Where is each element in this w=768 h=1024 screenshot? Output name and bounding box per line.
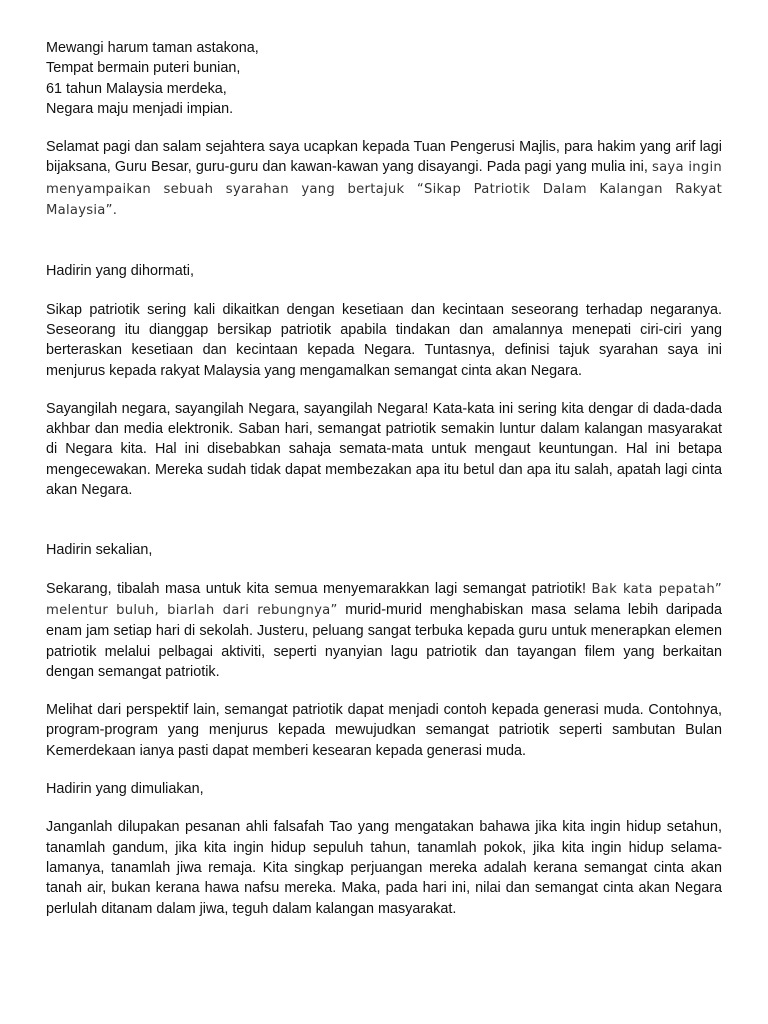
- pantun-line-4: Negara maju menjadi impian.: [46, 100, 234, 117]
- peribahasa-quote: Bak kata pepatah” melentur buluh, biarlah dari rebungnya”: [46, 581, 723, 618]
- speech-document: [46, 38, 722, 937]
- opening-pantun: [46, 38, 722, 119]
- paragraph-sayangilah-negara: Sayangilah negara, sayangilah Negara, sayangilah Negara! Kata-kata ini sering kita dengar di dada-dada akhbar dan media elektronik. Saban hari, semangat patriotik semakin luntur dalam kalangan masyarakat di Negara kita. Hal ini disebabkan sahaja semata-mata untuk mengaut keuntungan. Hal ini betapa mengecewakan. Mereka sudah tidak dapat membezakan apa itu betul dan apa itu salah, apatah lagi cinta akan Negara.: [46, 400, 722, 499]
- paragraph-definition: Sikap patriotik sering kali dikaitkan dengan kesetiaan dan kecintaan seseorang terhadap negaranya. Seseorang itu dianggap bersikap patriotik apabila tindakan dan amalannya menepati ciri-ciri yang berteraskan kesetiaan dan kecintaan kepada Negara. Tuntasnya, definisi tajuk syarahan saya ini menjurus kepada rakyat Malaysia yang mengamalkan semangat cinta akan Negara.: [46, 301, 722, 379]
- paragraph-generasi-muda: Melihat dari perspektif lain, semangat patriotik dapat menjadi contoh kepada generasi muda. Contohnya, program-program yang menjurus kepada mewujudkan semangat patriotik seperti sambutan Bulan Kemerdekaan ianya pasti dapat memberi kesearan kepada generasi muda.: [46, 702, 722, 759]
- paragraph-falsafah-tao: Janganlah dilupakan pesanan ahli falsafah Tao yang mengatakan bahawa jika kita ingin hidup setahun, tanamlah gandum, jika kita ingin hidup sepuluh tahun, tanamlah pokok, jika kita ingin hidup selama-lamanya, tanamlah jiwa remaja. Kita singkap perjuangan mereka adalah kerana semangat cinta akan tanah air, bukan kerana hawa nafsu mereka. Maka, pada hari ini, nilai dan semangat cinta akan Negara perlulah ditanam dalam jiwa, teguh dalam kalangan masyarakat.: [46, 819, 722, 917]
- para3-text-start: Sekarang, tibalah masa untuk kita semua menyemarakkan lagi semangat patriotik!: [46, 580, 586, 597]
- greeting-dihormati: Hadirin yang dihormati,: [46, 263, 194, 280]
- intro-paragraph: [46, 137, 722, 221]
- intro-text: Selamat pagi dan salam sejahtera saya ucapkan kepada Tuan Pengerusi Majlis, para hakim yang arif lagi bijaksana, Guru Besar, guru-guru dan kawan-kawan yang disayangi. Pada pagi yang mulia ini,: [46, 139, 722, 176]
- greeting-sekalian: Hadirin sekalian,: [46, 542, 153, 559]
- intro-title-text: saya ingin menyampaikan sebuah syarahan yang bertajuk “Sikap Patriotik Dalam Kalangan Rakyat Malaysia”.: [46, 160, 722, 219]
- paragraph-sekolah: [46, 579, 722, 682]
- para3-text-end: murid-murid menghabiskan masa selama lebih daripada enam jam setiap hari di sekolah. Justeru, peluang sangat terbuka kepada guru untuk menerapkan elemen patriotik melalui pelbagai aktiviti, seperti nyanyian lagu patriotik dan tayangan filem yang berkaitan dengan semangat patriotik.: [46, 601, 723, 680]
- greeting-dimuliakan: Hadirin yang dimuliakan,: [46, 781, 204, 798]
- pantun-line-2: Tempat bermain puteri bunian,: [46, 60, 241, 77]
- pantun-line-1: Mewangi harum taman astakona,: [46, 40, 259, 56]
- pantun-line-3: 61 tahun Malaysia merdeka,: [46, 80, 227, 97]
